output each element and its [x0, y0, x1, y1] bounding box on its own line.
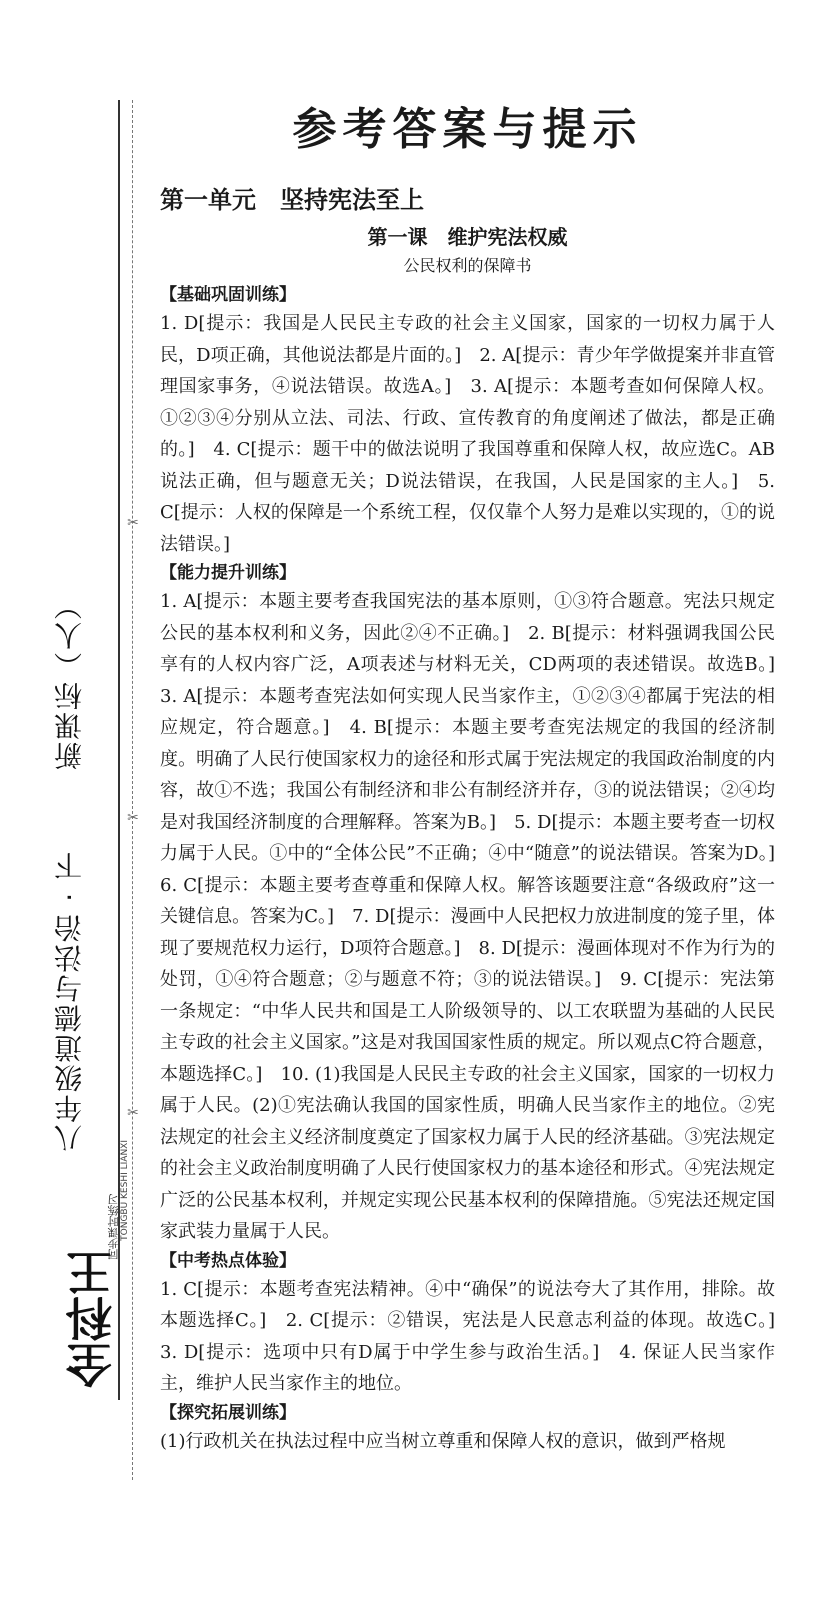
section-explore: [160, 1400, 775, 1458]
brand-logo: [60, 1130, 130, 1475]
scissors-icon: ✂: [127, 515, 139, 531]
section-basic: [160, 282, 775, 560]
section-text: 1. C[提示：本题考查宪法精神。④中“确保”的说法夸大了其作用，排除。故本题选择C。] 2. C[提示：②错误，宪法是人民意志利益的体现。故选C。] 3. D[提示：选项中只有D属于中学生参与政治生活。] 4. 保证人民当家作主，维护人民当家作主的地位。: [160, 1278, 793, 1394]
lesson-title: 第一课 维护宪法权威: [367, 225, 568, 249]
section-title: 【基础巩固训练】: [160, 285, 296, 305]
scissors-icon: ✂: [127, 1105, 139, 1121]
subject-label: 八年级道德与法治 · 下: [53, 850, 86, 1153]
section-title: 【能力提升训练】: [160, 563, 296, 583]
section-title: 【探究拓展训练】: [160, 1402, 296, 1423]
section-ability: [160, 560, 793, 1248]
section-title: 【中考热点体验】: [160, 1250, 296, 1271]
section-text: (1)行政机关在执法过程中应当树立尊重和保障人权的意识，做到严格规: [160, 1430, 726, 1452]
answer-content: [160, 100, 793, 1457]
scissors-icon: ✂: [127, 810, 139, 826]
series-label: 新课标（人）: [53, 590, 86, 770]
section-text: 1. A[提示：本题主要考查我国宪法的基本原则，①③符合题意。宪法只规定公民的基本权利和义务，因此②④不正确。] 2. B[提示：材料强调我国公民享有的人权内容广泛，A项表述与材料无关，CD两项的表述错误。故选B。] 3. A[提示：本题考查宪法如何实现人民当家作主，①②③④都属于宪法的相应规定，符合题意。] 4. B[提示：本题主要考查宪法规定的我国的经济制度。明确了人民行使国家权力的途径和形式属于宪法规定的我国政治制度的内容，故①不选；我国公有制经济和非公有制经济并存，③的说法错误；②④均是对我国经济制度的合理解释。答案为B。] 5. D[提示：本题主要考查一切权力属于人民。①中的“全体公民”不正确；④中“随意”的说法错误。答案为D。] 6. C[提示：本题主要考查尊重和保障人权。解答该题要注意“各级政府”这一关键信息。答案为C。] 7. D[提示：漫画中人民把权力放进制度的笼子里，体现了要规范权力运行，D项符合题意。] 8. D[提示：漫画体现对不作为行为的处罚，①④符合题意；②与题意不符；③的说法错误。] 9. C[提示：宪法第一条规定：“中华人民共和国是工人阶级领导的、以工农联盟为基础的人民民主专政的社会主义国家。”这是对我国国家性质的规定。所以观点C符合题意，本题选择C。] 10. (1)我国是人民民主专政的社会主义国家，国家的一切权力属于人民。(2)①宪法确认我国的国家性质，明确人民当家作主的地位。②宪法规定的社会主义经济制度奠定了国家权力属于人民的经济基础。③宪法规定的社会主义政治制度明确了人民行使国家权力的基本途径和形式。④宪法规定广泛的公民基本权利，并规定实现公民基本权利的保障措施。⑤宪法还规定国家武装力量属于人民。: [160, 591, 793, 1242]
cut-line: [132, 100, 133, 1480]
brand-subtitle: 同步课时练习: [107, 1194, 120, 1260]
brand-pinyin: TONGBU KESHI LIANXI: [120, 1140, 130, 1241]
lesson-subtitle: 公民权利的保障书: [403, 256, 532, 275]
section-exam: [160, 1248, 793, 1400]
brand-name: 全科王: [65, 1250, 119, 1388]
left-margin-strip: [0, 0, 150, 1600]
section-text: 1. D[提示：我国是人民民主专政的社会主义国家，国家的一切权力属于人民，D项正确，其他说法都是片面的。] 2. A[提示：青少年学做提案并非直管理国家事务，④说法错误。故选A。] 3. A[提示：本题考查如何保障人权。①②③④分别从立法、司法、行政、宣传教育的角度阐述了做法，都是正确的。] 4. C[提示：题干中的做法说明了我国尊重和保障人权，故应选C。AB说法正确，但与题意无关；D说法错误，在我国，人民是国家的主人。] 5. C[提示：人权的保障是一个系统工程，仅仅靠个人努力是难以实现的，①的说法错误。]: [160, 313, 775, 555]
page-title: 参考答案与提示: [292, 104, 643, 155]
unit-title: 第一单元 坚持宪法至上: [160, 186, 424, 214]
